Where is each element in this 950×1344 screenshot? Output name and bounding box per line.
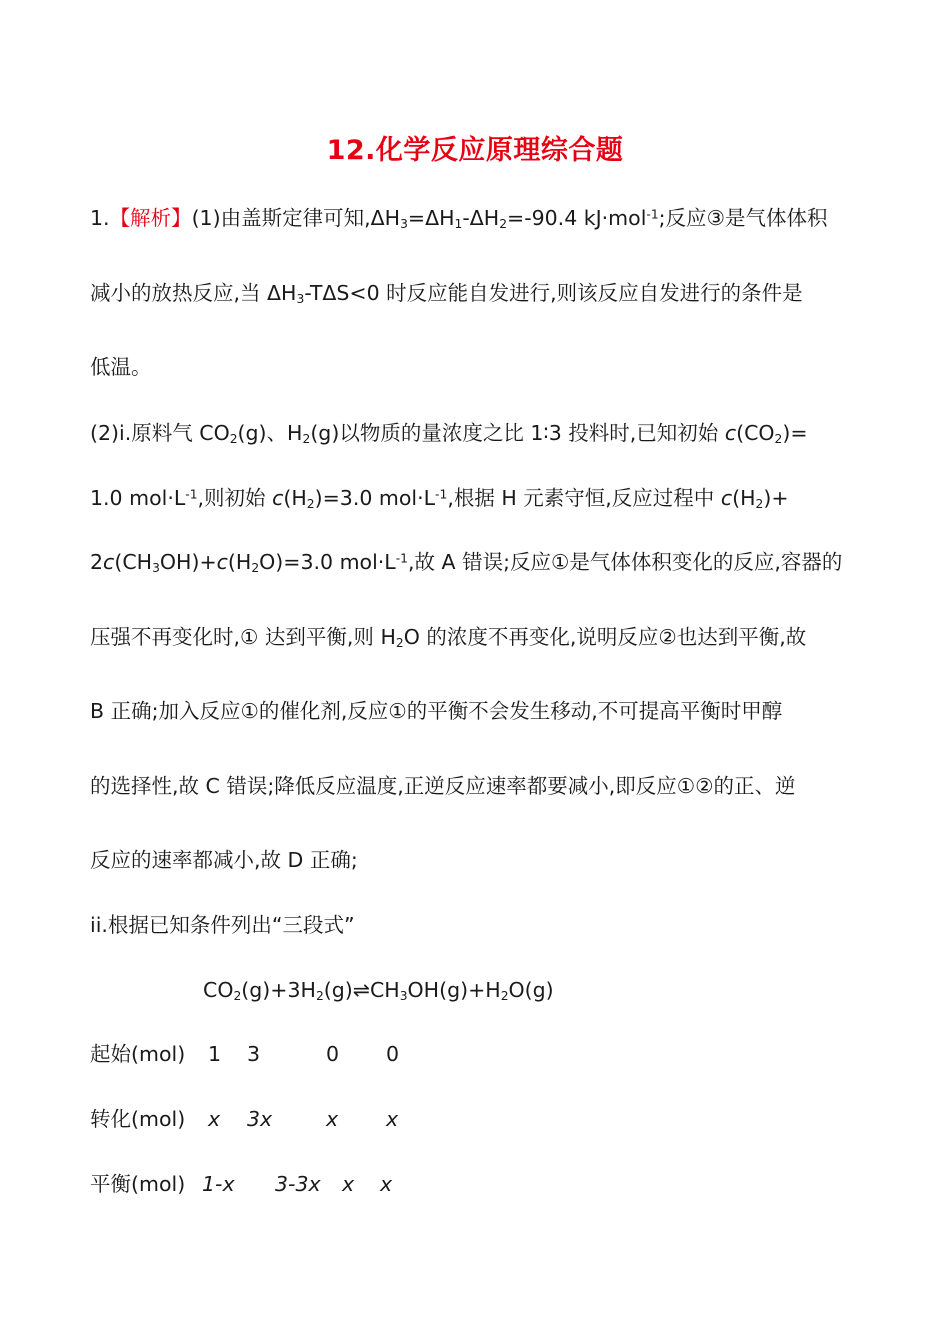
reaction-equation: $CO_2(g)+3H_2(g)\rightleftharpoons CH_3OH(g)+H_2O(g)$ <box>203 978 554 1004</box>
table-row-initial: 起始(mol) 1 3 0 0 <box>90 1042 400 1066</box>
para1-line2: 减小的放热反应,当 $\Delta H_3-T\Delta S<0$ 时反应能自发进行,则该反应自发进行的条件是 <box>90 281 803 307</box>
page-title: 12.化学反应原理综合题 <box>326 135 624 166</box>
para2-line1: (2)i.原料气 $CO_2(g)$、$H_2(g)$以物质的量浓度之比 1∶3 投料时,已知初始 $c(CO_2)=$ <box>90 421 808 447</box>
para1-line1: 1.【解析】(1)由盖斯定律可知$,\Delta H_3=\Delta H_1-\Delta H_2=-90.4$ kJ·mol$^{-1}$;反应③是气体体积 <box>90 206 828 232</box>
para2-line3: $2c(CH_3OH)+c(H_2O)=3.0$ $mol\cdot L^{-1}$,故 A 错误;反应①是气体体积变化的反应,容器的 <box>90 550 843 576</box>
table-row-change: 转化(mol) x 3x x x <box>90 1107 399 1131</box>
analysis-tag: 【解析】 <box>109 206 192 230</box>
para2-line6: 的选择性,故 C 错误;降低反应温度,正逆反应速率都要减小,即反应①②的正、逆 <box>90 774 796 798</box>
table-row-equilibrium: 平衡(mol) 1-x 3-3x x x <box>90 1172 393 1196</box>
item-number: 1. <box>90 206 110 230</box>
equilibrium-arrow-icon: ⇌ <box>352 978 370 1002</box>
para1-line3: 低温。 <box>90 355 152 379</box>
para2-line7: 反应的速率都减小,故 D 正确; <box>90 848 358 872</box>
para2-line4: 压强不再变化时,① 达到平衡,则 $H_2O$ 的浓度不再变化,说明反应②也达到平衡,故 <box>90 625 807 651</box>
para2-line5: B 正确;加入反应①的催化剂,反应①的平衡不会发生移动,不可提高平衡时甲醇 <box>90 699 783 723</box>
para3-line1: ii.根据已知条件列出“三段式” <box>90 913 355 937</box>
para2-line2: 1.0 $mol\cdot L^{-1}$,则初始 $c(H_2)=3.0$ $mol\cdot L^{-1}$,根据 H 元素守恒,反应过程中 $c(H_2)+$ <box>90 486 789 512</box>
